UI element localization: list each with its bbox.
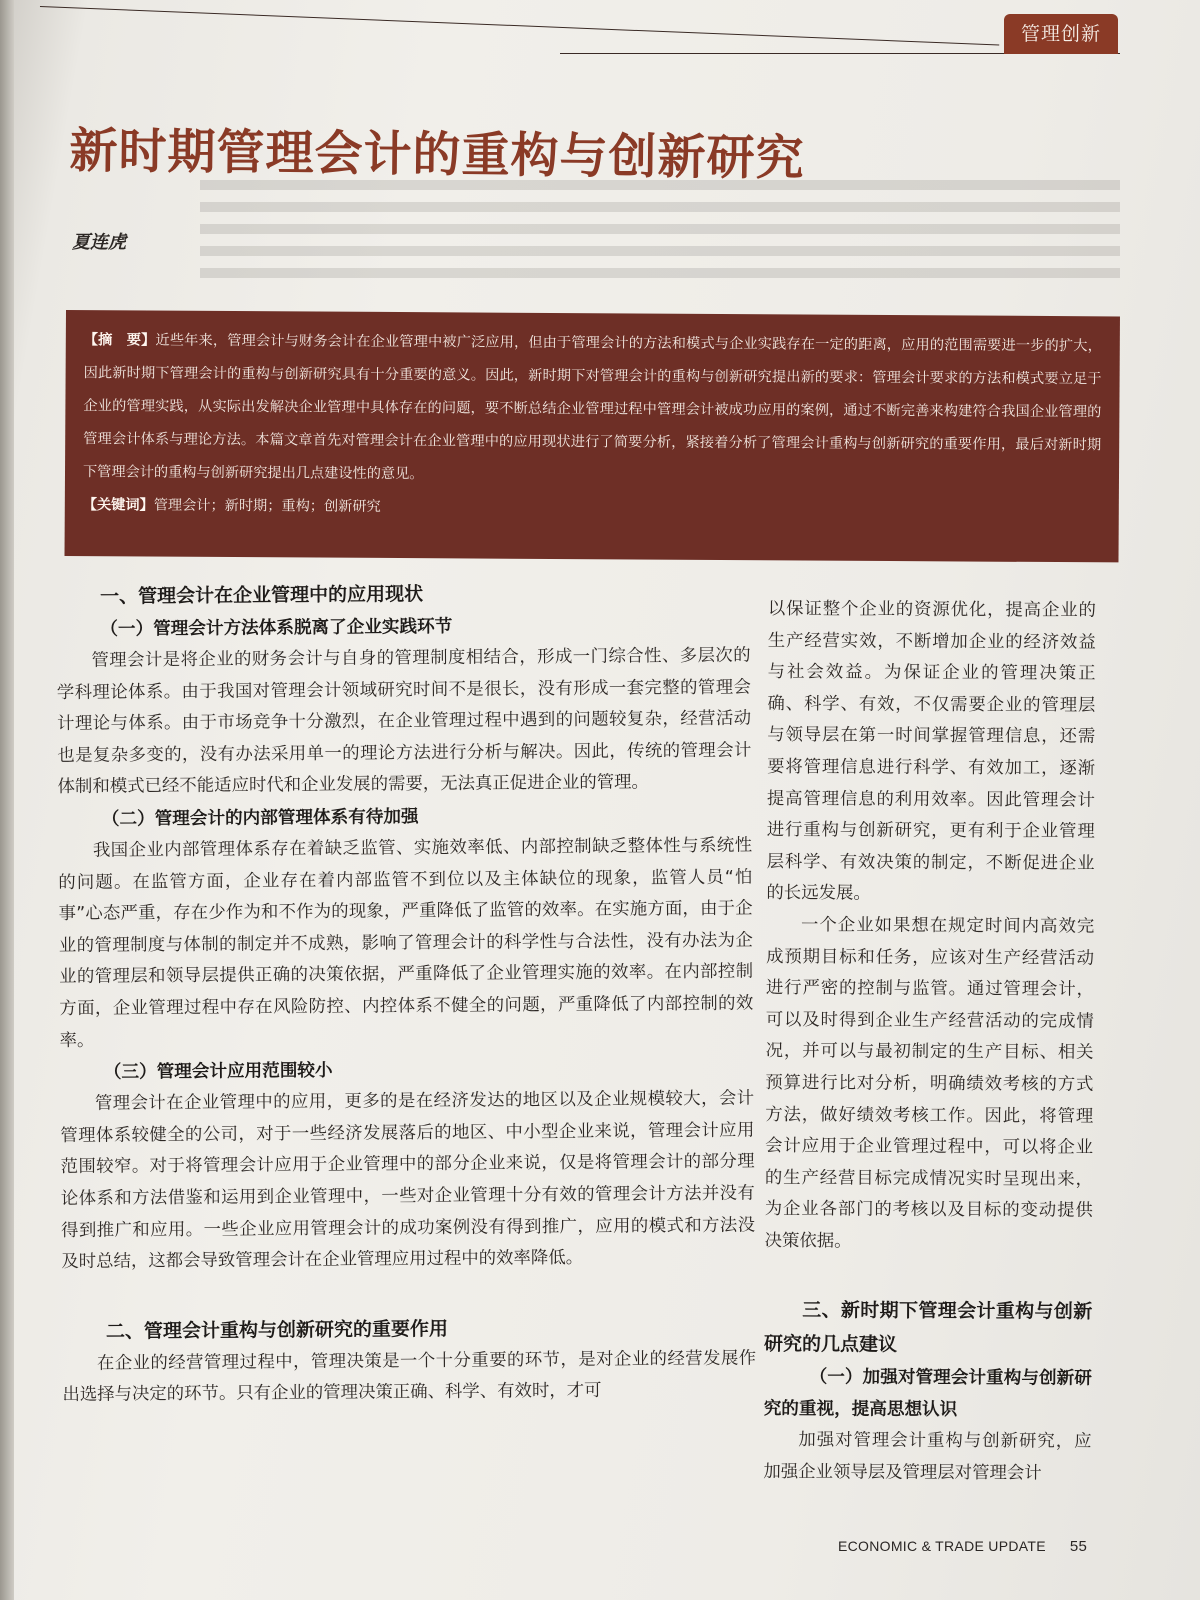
top-rule — [40, 6, 999, 46]
article-title: 新时期管理会计的重构与创新研究 — [69, 122, 805, 187]
section-2-paragraph: 在企业的经营管理过程中，管理决策是一个十分重要的环节，是对企业的经营发展作出选择与决定的环节。只有企业的管理决策正确、科学、有效时，才可 — [62, 1348, 757, 1406]
section-1-heading: 一、管理会计在企业管理中的应用现状 — [100, 583, 424, 608]
page-footer — [838, 1538, 1138, 1555]
abstract-paragraph — [83, 324, 1102, 495]
section-2-continued-paragraph: 以保证整个企业的资源优化，提高企业的生产经营实效，不断增加企业的经济效益与社会效益。为保证企业的管理决策正确、科学、有效，不仅需要企业的管理层与领导层在第一时间掌握管理信息，还需要将管理信息进行科学、有效加工，逐渐提高管理信息的利用效率。因此管理会计进行重构与创新研究，更有利于企业管理层科学、有效决策的制定，不断促进企业的长远发展。 — [766, 598, 1096, 904]
keywords-label: 【关键词】 — [82, 497, 154, 514]
section-3-1-paragraph: 加强对管理会计重构与创新研究，应加强企业领导层及管理层对管理会计 — [763, 1430, 1092, 1484]
show-through-text — [200, 168, 1120, 298]
section-tag: 管理创新 — [1004, 14, 1118, 54]
section-1-1-paragraph: 管理会计是将企业的财务会计与自身的管理制度相结合，形成一门综合性、多层次的学科理论体系。由于我国对管理会计领域研究时间不是很长，没有形成一套完整的管理会计理论与体系。由于市场竞争十分激烈，在企业管理过程中遇到的问题较复杂，经营活动也是复杂多变的，没有办法采用单一的理论方法进行分析与解决。因此，传统的管理会计体制和模式已经不能适应时代和企业发展的需要，无法真正促进企业的管理。 — [56, 645, 752, 798]
section-2-heading: 二、管理会计重构与创新研究的重要作用 — [105, 1317, 448, 1343]
section-3-1-heading: （一）加强对管理会计重构与创新研究的重视，提高思想认识 — [763, 1367, 1092, 1421]
section-1-3-paragraph: 管理会计在企业管理中的应用，更多的是在经济发达的地区以及企业规模较大，会计管理体系较健全的公司，对于一些经济发展落后的地区、中小型企业来说，管理会计应用范围较窄。对于将管理会计应用于企业管理中的部分企业来说，仅是将管理会计的部分理论体系和方法借鉴和运用到企业管理中，一些对企业管理十分有效的管理会计方法并没有得到推广和应用。一些企业应用管理会计的成功案例没有得到推广，应用的模式和方法没及时总结，这都会导致管理会计在企业管理应用过程中的效率降低。 — [60, 1088, 756, 1273]
abstract-label: 【摘 要】 — [83, 332, 156, 349]
right-column — [763, 594, 1096, 1490]
keywords-text: 管理会计；新时期；重构；创新研究 — [153, 497, 381, 515]
abstract-text: 近些年来，管理会计与财务会计在企业管理中被广泛应用，但由于管理会计的方法和模式与企业实践存在一定的距离，应用的范围需要进一步的扩大，因此新时期下管理会计的重构与创新研究具有十分重要的意义。因此，新时期下对管理会计的重构与创新研究提出新的要求：管理会计要求的方法和模式要立足于企业的管理实践，从实际出发解决企业管理中具体存在的问题，要不断总结企业管理过程中管理会计被成功应用的案例，通过不断完善来构建符合我国企业管理的管理会计体系与理论方法。本篇文章首先对管理会计在企业管理中的应用现状进行了简要分析，紧接着分析了管理会计重构与创新研究的重要作用，最后对新时期下管理会计的重构与创新研究提出几点建设性的意见。 — [82, 332, 1102, 483]
spacer — [61, 1273, 755, 1314]
section-1-3-heading: （三）管理会计应用范围较小 — [103, 1060, 333, 1083]
page-number: 55 — [1069, 1538, 1088, 1555]
abstract-box — [64, 310, 1119, 562]
section-3-heading: 三、新时期下管理会计重构与创新研究的几点建议 — [764, 1299, 1093, 1357]
article-author: 夏连虎 — [72, 232, 126, 253]
page-spine-shadow — [0, 0, 14, 1600]
journal-name: ECONOMIC & TRADE UPDATE — [838, 1538, 1046, 1554]
spacer — [764, 1257, 1092, 1295]
section-1-1-heading: （一）管理会计方法体系脱离了企业实践环节 — [100, 616, 453, 640]
keywords-paragraph — [83, 489, 1101, 528]
section-1-2-paragraph: 我国企业内部管理体系存在着缺乏监管、实施效率低、内部控制缺乏整体性与系统性的问题。在监管方面，企业存在着内部监管不到位以及主体缺位的现象，监管人员“怕事”心态严重，存在少作为和不作为的现象，严重降低了监管的效率。在实施方面，由于企业的管理制度与体制的制定并不成熟，影响了管理会计的科学性与合法性，没有办法为企业的管理层和领导层提供正确的决策依据，严重降低了企业管理实施的效率。在内部控制方面，企业管理过程中存在风险防控、内控体系不健全的问题，严重降低了内部控制的效率。 — [58, 835, 754, 1051]
section-2-paragraph-2: 一个企业如果想在规定时间内高效完成预期目标和任务，应该对生产经营活动进行严密的控制与监管。通过管理会计，可以及时得到企业生产经营活动的完成情况，并可以与最初制定的生产目标、相关预算进行比对分析，明确绩效考核的方式方法，做好绩效考核工作。因此，将管理会计应用于企业管理过程中，可以将企业的生产经营目标完成情况实时呈现出来，为企业各部门的考核以及目标的变动提供决策依据。 — [764, 915, 1095, 1252]
section-1-2-heading: （二）管理会计的内部管理体系有待加强 — [101, 807, 419, 830]
left-column — [56, 575, 757, 1412]
